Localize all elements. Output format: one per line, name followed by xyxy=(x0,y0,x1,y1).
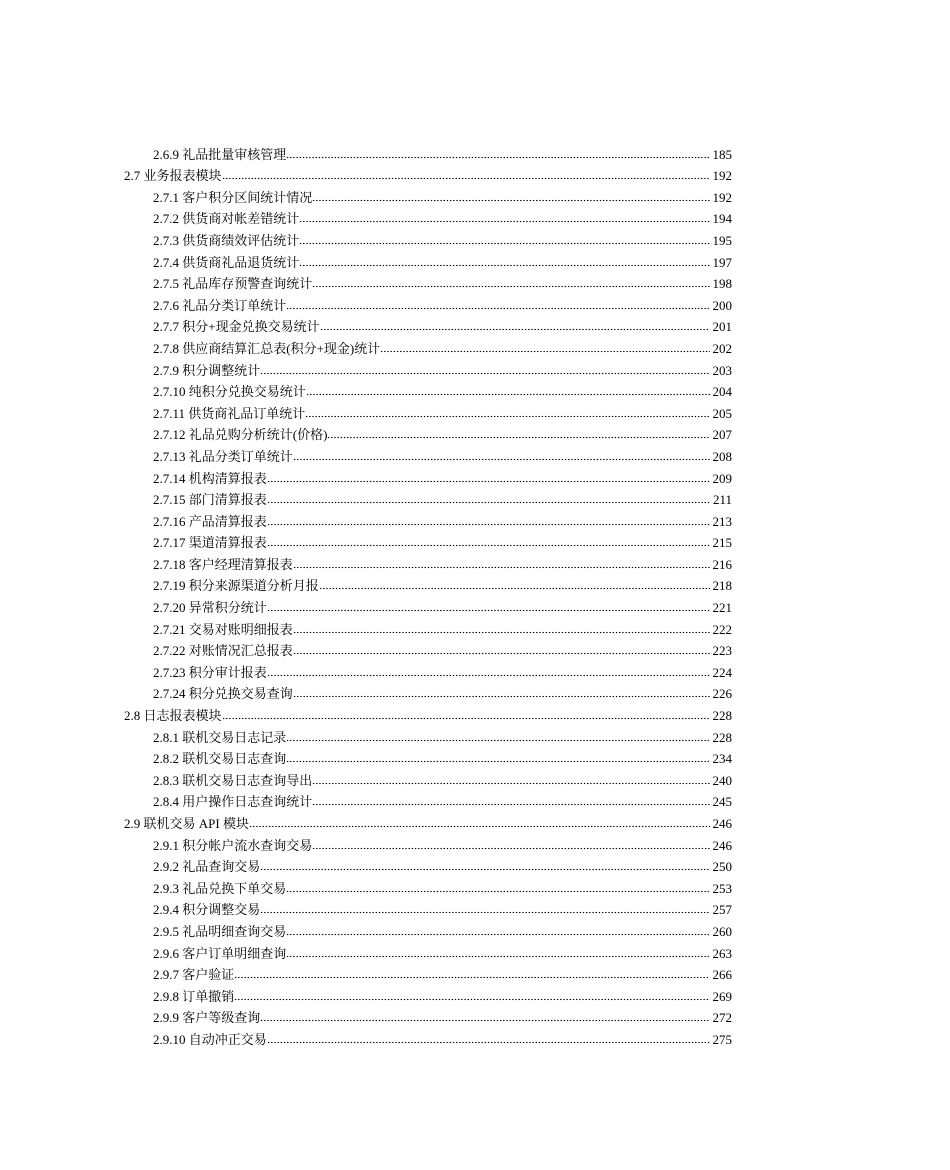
toc-entry-page-number: 224 xyxy=(712,664,732,680)
toc-entry-number: 2.7.12 xyxy=(153,427,186,443)
toc-entry-text: 积分帐户流水查询交易 xyxy=(182,837,313,853)
toc-entry[interactable] xyxy=(0,313,950,335)
toc-entry-page-number: 209 xyxy=(712,470,732,486)
toc-entry-text: 客户验证 xyxy=(182,967,235,983)
dot-leader xyxy=(286,156,710,159)
toc-entry[interactable] xyxy=(0,1025,950,1047)
toc-entry-page-number: 216 xyxy=(712,556,732,572)
dot-leader xyxy=(260,911,710,914)
toc-entry-text: 纯积分兑换交易统计 xyxy=(188,384,306,400)
toc-entry-number: 2.7.21 xyxy=(153,621,186,637)
toc-entry-title xyxy=(153,234,299,248)
toc-entry-number: 2.8.2 xyxy=(153,751,179,767)
toc-entry-title xyxy=(153,860,260,874)
toc-entry-number: 2.7.20 xyxy=(153,600,186,616)
toc-entry-title xyxy=(153,774,312,788)
toc-entry-text: 产品清算报表 xyxy=(188,513,267,529)
toc-entry-title xyxy=(153,320,320,334)
toc-entry-page-number: 201 xyxy=(712,319,732,335)
toc-entry-page-number: 275 xyxy=(712,1031,732,1047)
toc-entry-page-number: 226 xyxy=(712,686,732,702)
toc-entry-page-number: 211 xyxy=(712,492,732,508)
dot-leader xyxy=(299,220,710,223)
toc-entry-page-number: 228 xyxy=(712,708,732,724)
toc-entry-number: 2.7.22 xyxy=(153,643,186,659)
toc-entry-page-number: 194 xyxy=(712,211,732,227)
dot-leader xyxy=(267,501,710,504)
toc-entry-page-number: 222 xyxy=(712,621,732,637)
toc-entry-title xyxy=(153,191,312,205)
toc-entry-page-number: 240 xyxy=(712,772,732,788)
toc-entry-number: 2.6.9 xyxy=(153,146,179,162)
toc-entry[interactable] xyxy=(0,615,950,637)
toc-entry-title xyxy=(153,579,319,593)
toc-entry[interactable] xyxy=(0,701,950,723)
toc-entry-page-number: 257 xyxy=(712,902,732,918)
toc-entry-page-number: 205 xyxy=(712,405,732,421)
toc-entry-page-number: 223 xyxy=(712,643,732,659)
dot-leader xyxy=(293,458,710,461)
toc-entry[interactable] xyxy=(0,529,950,551)
toc-entry-number: 2.9.10 xyxy=(153,1031,186,1047)
toc-entry-title xyxy=(153,644,293,658)
toc-entry-title xyxy=(153,1011,260,1025)
toc-entry-text: 机构清算报表 xyxy=(188,470,267,486)
dot-leader xyxy=(286,307,710,310)
toc-entry-page-number: 250 xyxy=(712,859,732,875)
dot-leader xyxy=(267,480,710,483)
toc-entry-number: 2.9.6 xyxy=(153,945,179,961)
toc-entry-text: 交易对账明细报表 xyxy=(188,621,293,637)
toc-entry-title xyxy=(153,687,293,701)
toc-entry[interactable] xyxy=(0,140,950,162)
toc-entry-title xyxy=(153,666,267,680)
toc-entry-page-number: 215 xyxy=(712,535,732,551)
toc-entry-page-number: 202 xyxy=(712,340,732,356)
toc-entry-text: 日志报表模块 xyxy=(143,708,222,724)
toc-entry[interactable] xyxy=(0,442,950,464)
toc-entry[interactable] xyxy=(0,226,950,248)
toc-entry-number: 2.7.18 xyxy=(153,556,186,572)
dot-leader xyxy=(267,674,710,677)
dot-leader xyxy=(319,587,710,590)
toc-entry[interactable] xyxy=(0,464,950,486)
toc-entry-text: 礼品分类订单统计 xyxy=(182,297,287,313)
toc-entry[interactable] xyxy=(0,917,950,939)
toc-entry-title xyxy=(153,515,267,529)
toc-entry-number: 2.7.3 xyxy=(153,232,179,248)
toc-entry[interactable] xyxy=(0,1004,950,1026)
toc-entry[interactable] xyxy=(0,291,950,313)
dot-leader xyxy=(260,868,710,871)
toc-entry-page-number: 203 xyxy=(712,362,732,378)
toc-entry-page-number: 272 xyxy=(712,1010,732,1026)
toc-entry-text: 客户经理清算报表 xyxy=(188,556,293,572)
dot-leader xyxy=(286,890,710,893)
toc-entry-title xyxy=(153,968,234,982)
dot-leader xyxy=(222,177,710,180)
toc-entry-title xyxy=(153,601,267,615)
toc-entry-page-number: 200 xyxy=(712,297,732,313)
toc-entry-title xyxy=(153,839,312,853)
toc-entry-number: 2.7.7 xyxy=(153,319,179,335)
toc-entry-page-number: 207 xyxy=(712,427,732,443)
toc-entry-text: 积分调整交易 xyxy=(182,902,261,918)
dot-leader xyxy=(222,717,710,720)
toc-entry[interactable] xyxy=(0,853,950,875)
toc-entry[interactable] xyxy=(0,831,950,853)
toc-entry-title xyxy=(153,947,286,961)
toc-entry[interactable] xyxy=(0,486,950,508)
toc-entry-title xyxy=(153,990,234,1004)
toc-entry-page-number: 197 xyxy=(712,254,732,270)
toc-entry[interactable] xyxy=(0,809,950,831)
dot-leader xyxy=(312,199,710,202)
toc-entry-page-number: 246 xyxy=(712,816,732,831)
toc-entry[interactable] xyxy=(0,874,950,896)
toc-entry[interactable] xyxy=(0,788,950,810)
toc-entry-number: 2.7.5 xyxy=(153,276,179,292)
toc-entry-text: 供应商结算汇总表(积分+现金)统计 xyxy=(182,340,381,356)
dot-leader xyxy=(299,264,710,267)
toc-entry-number: 2.9.2 xyxy=(153,859,179,875)
toc-entry-text: 供货商绩效评估统计 xyxy=(182,232,300,248)
toc-entry-page-number: 185 xyxy=(712,146,732,162)
toc-entry-number: 2.7.10 xyxy=(153,384,186,400)
toc-entry-number: 2.7.6 xyxy=(153,297,179,313)
toc-entry-text: 积分审计报表 xyxy=(188,664,267,680)
dot-leader xyxy=(267,1041,710,1044)
dot-leader xyxy=(312,803,710,806)
toc-entry[interactable] xyxy=(0,550,950,572)
dot-leader xyxy=(234,998,710,1001)
toc-entry-page-number: 198 xyxy=(712,276,732,292)
toc-entry-page-number: 253 xyxy=(712,880,732,896)
toc-entry-text: 客户等级查询 xyxy=(182,1010,261,1026)
toc-entry-text: 积分兑换交易查询 xyxy=(188,686,293,702)
dot-leader xyxy=(293,652,710,655)
toc-entry[interactable] xyxy=(0,658,950,680)
toc-entry-number: 2.7.1 xyxy=(153,189,179,205)
toc-entry-title xyxy=(153,450,293,464)
toc-entry-text: 部门清算报表 xyxy=(188,492,267,508)
toc-entry[interactable] xyxy=(0,896,950,918)
toc-entry-title xyxy=(153,925,286,939)
dot-leader xyxy=(260,1019,710,1022)
toc-entry-number: 2.7.23 xyxy=(153,664,186,680)
toc-entry[interactable] xyxy=(0,637,950,659)
toc-entry-text: 自动冲正交易 xyxy=(188,1031,267,1047)
toc-entry[interactable] xyxy=(0,745,950,767)
toc-entry-title xyxy=(153,342,380,356)
toc-entry-number: 2.9.1 xyxy=(153,837,179,853)
toc-entry-text: 积分+现金兑换交易统计 xyxy=(182,319,320,335)
toc-entry-title xyxy=(124,709,222,723)
toc-entry[interactable] xyxy=(0,356,950,378)
toc-entry-title xyxy=(153,1033,267,1047)
toc-entry-text: 供货商对帐差错统计 xyxy=(182,211,300,227)
toc-entry[interactable] xyxy=(0,270,950,292)
toc-entry-number: 2.7.4 xyxy=(153,254,179,270)
toc-entry-page-number: 246 xyxy=(712,837,732,853)
toc-entry-title xyxy=(153,364,260,378)
toc-entry-title xyxy=(124,169,222,183)
dot-leader xyxy=(286,933,710,936)
dot-leader xyxy=(312,285,710,288)
toc-entry-title xyxy=(153,299,286,313)
toc-entry-page-number: 218 xyxy=(712,578,732,594)
toc-entry-page-number: 195 xyxy=(712,232,732,248)
dot-leader xyxy=(267,544,710,547)
toc-entry-title xyxy=(153,407,305,421)
toc-entry-title xyxy=(153,212,299,226)
toc-entry-text: 对账情况汇总报表 xyxy=(188,643,293,659)
toc-entry-text: 礼品库存预警查询统计 xyxy=(182,276,313,292)
toc-entry-page-number: 269 xyxy=(712,988,732,1004)
toc-entry-text: 渠道清算报表 xyxy=(188,535,267,551)
dot-leader xyxy=(293,695,710,698)
toc-entry-number: 2.9.7 xyxy=(153,967,179,983)
dot-leader xyxy=(293,631,710,634)
toc-entry[interactable] xyxy=(0,572,950,594)
toc-entry-number: 2.7 xyxy=(124,168,141,184)
toc-entry-text: 礼品兑购分析统计(价格) xyxy=(188,427,328,443)
toc-entry-number: 2.9.5 xyxy=(153,923,179,939)
toc-entry[interactable] xyxy=(0,982,950,1004)
toc-entry-text: 联机交易日志查询导出 xyxy=(182,772,313,788)
toc-entry-page-number: 245 xyxy=(712,794,732,810)
toc-entry-page-number: 208 xyxy=(712,448,732,464)
dot-leader xyxy=(293,566,710,569)
toc-entry-number: 2.7.8 xyxy=(153,340,179,356)
toc-entry-title xyxy=(153,558,293,572)
table-of-contents xyxy=(0,140,950,1047)
toc-entry-text: 供货商礼品退货统计 xyxy=(182,254,300,270)
toc-entry[interactable] xyxy=(0,378,950,400)
toc-entry-number: 2.7.16 xyxy=(153,513,186,529)
toc-entry-title xyxy=(153,795,312,809)
toc-entry-title xyxy=(153,882,286,896)
dot-leader xyxy=(320,328,710,331)
toc-entry[interactable] xyxy=(0,766,950,788)
toc-entry-title xyxy=(153,277,312,291)
toc-entry-title xyxy=(153,623,293,637)
toc-entry[interactable] xyxy=(0,248,950,270)
toc-entry[interactable] xyxy=(0,680,950,702)
toc-entry-text: 异常积分统计 xyxy=(188,600,267,616)
toc-entry-number: 2.7.24 xyxy=(153,686,186,702)
toc-entry-text: 礼品查询交易 xyxy=(182,859,261,875)
toc-entry-number: 2.7.19 xyxy=(153,578,186,594)
toc-entry-title xyxy=(124,817,249,831)
toc-entry-page-number: 213 xyxy=(712,513,732,529)
toc-entry-page-number: 204 xyxy=(712,384,732,400)
dot-leader xyxy=(286,760,710,763)
toc-entry-number: 2.9.4 xyxy=(153,902,179,918)
toc-entry-text: 礼品兑换下单交易 xyxy=(182,880,287,896)
dot-leader xyxy=(327,436,710,439)
toc-entry-title xyxy=(153,256,299,270)
toc-entry-title xyxy=(153,752,286,766)
toc-entry-page-number: 192 xyxy=(712,168,732,184)
dot-leader xyxy=(305,415,710,418)
dot-leader xyxy=(267,609,710,612)
dot-leader xyxy=(267,523,710,526)
dot-leader xyxy=(299,242,710,245)
toc-entry-number: 2.9.9 xyxy=(153,1010,179,1026)
toc-entry-number: 2.7.13 xyxy=(153,448,186,464)
dot-leader xyxy=(306,393,710,396)
toc-entry-text: 用户操作日志查询统计 xyxy=(182,794,313,810)
toc-entry-text: 礼品明细查询交易 xyxy=(182,923,287,939)
toc-entry[interactable] xyxy=(0,399,950,421)
toc-entry-number: 2.9.3 xyxy=(153,880,179,896)
toc-entry-title xyxy=(153,385,306,399)
toc-entry-text: 客户积分区间统计情况 xyxy=(182,189,313,205)
toc-entry[interactable] xyxy=(0,961,950,983)
toc-entry-number: 2.7.17 xyxy=(153,535,186,551)
toc-entry-page-number: 234 xyxy=(712,751,732,767)
toc-entry-number: 2.9 xyxy=(124,816,141,831)
toc-entry-title xyxy=(153,731,286,745)
toc-entry-number: 2.7.15 xyxy=(153,492,186,508)
toc-entry-page-number: 221 xyxy=(712,600,732,616)
toc-entry-number: 2.8.3 xyxy=(153,772,179,788)
toc-entry-title xyxy=(153,472,267,486)
toc-entry[interactable] xyxy=(0,421,950,443)
toc-entry-text: 业务报表模块 xyxy=(143,168,222,184)
toc-entry-page-number: 260 xyxy=(712,923,732,939)
toc-entry[interactable] xyxy=(0,723,950,745)
toc-entry[interactable] xyxy=(0,205,950,227)
toc-entry[interactable] xyxy=(0,162,950,184)
dot-leader xyxy=(286,739,710,742)
toc-entry[interactable] xyxy=(0,334,950,356)
dot-leader xyxy=(249,825,710,828)
toc-entry-text: 联机交易日志记录 xyxy=(182,729,287,745)
toc-entry-text: 客户订单明细查询 xyxy=(182,945,287,961)
toc-entry-page-number: 192 xyxy=(712,189,732,205)
toc-entry[interactable] xyxy=(0,507,950,529)
toc-entry-number: 2.8 xyxy=(124,708,141,724)
toc-entry-number: 2.7.14 xyxy=(153,470,186,486)
dot-leader xyxy=(260,372,710,375)
toc-entry-number: 2.7.2 xyxy=(153,211,179,227)
toc-entry-title xyxy=(153,536,267,550)
toc-entry-number: 2.7.11 xyxy=(153,405,186,421)
dot-leader xyxy=(234,976,710,979)
toc-entry[interactable] xyxy=(0,939,950,961)
toc-entry[interactable] xyxy=(0,593,950,615)
dot-leader xyxy=(312,847,710,850)
toc-entry-text: 供货商礼品订单统计 xyxy=(188,405,306,421)
toc-entry[interactable] xyxy=(0,183,950,205)
toc-entry-title xyxy=(153,903,260,917)
toc-entry-page-number: 228 xyxy=(712,729,732,745)
toc-entry-text: 联机交易 API 模块 xyxy=(143,816,249,831)
toc-entry-title xyxy=(153,493,267,507)
toc-entry-page-number: 263 xyxy=(712,945,732,961)
toc-entry-title xyxy=(153,428,327,442)
toc-entry-number: 2.9.8 xyxy=(153,988,179,1004)
toc-entry-number: 2.7.9 xyxy=(153,362,179,378)
dot-leader xyxy=(380,350,710,353)
toc-entry-text: 积分调整统计 xyxy=(182,362,261,378)
toc-entry-text: 联机交易日志查询 xyxy=(182,751,287,767)
toc-entry-title xyxy=(153,148,286,162)
toc-entry-text: 礼品分类订单统计 xyxy=(188,448,293,464)
dot-leader xyxy=(312,782,710,785)
toc-entry-text: 礼品批量审核管理 xyxy=(182,146,287,162)
toc-entry-page-number: 266 xyxy=(712,967,732,983)
toc-entry-number: 2.8.4 xyxy=(153,794,179,810)
dot-leader xyxy=(286,955,710,958)
toc-entry-text: 积分来源渠道分析月报 xyxy=(188,578,319,594)
toc-entry-number: 2.8.1 xyxy=(153,729,179,745)
toc-entry-text: 订单撤销 xyxy=(182,988,235,1004)
